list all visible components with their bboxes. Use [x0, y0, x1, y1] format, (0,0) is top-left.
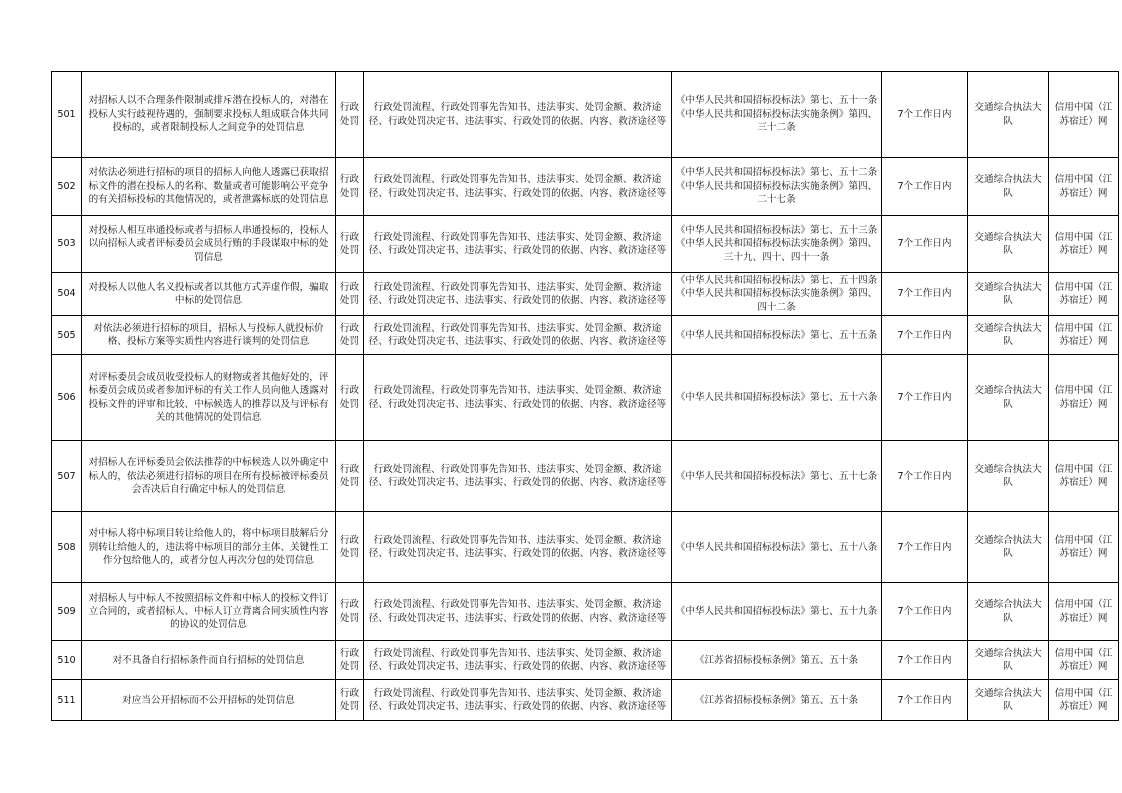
item-type: 行政处罚	[336, 680, 364, 721]
row-number: 504	[52, 273, 82, 316]
row-number: 501	[52, 72, 82, 158]
table-row	[52, 680, 1119, 721]
disclosure-content: 行政处罚流程、行政处罚事先告知书、违法事实、处罚金额、救济途径、行政处罚决定书、违法事实、行政处罚的依据、内容、救济途径等	[364, 441, 672, 512]
row-number: 511	[52, 680, 82, 721]
disclosure-channel: 信用中国（江苏宿迁）网	[1049, 273, 1119, 316]
table-row	[52, 158, 1119, 216]
row-number: 505	[52, 316, 82, 355]
responsible-dept: 交通综合执法大队	[968, 583, 1049, 641]
disclosure-channel: 信用中国（江苏宿迁）网	[1049, 512, 1119, 583]
disclosure-channel: 信用中国（江苏宿迁）网	[1049, 680, 1119, 721]
item-type: 行政处罚	[336, 316, 364, 355]
table-row	[52, 641, 1119, 680]
row-number: 503	[52, 216, 82, 273]
disclosure-content: 行政处罚流程、行政处罚事先告知书、违法事实、处罚金额、救济途径、行政处罚决定书、违法事实、行政处罚的依据、内容、救济途径等	[364, 641, 672, 680]
responsible-dept: 交通综合执法大队	[968, 680, 1049, 721]
item-type: 行政处罚	[336, 583, 364, 641]
legal-basis: 《中华人民共和国招标投标法》第七、五十七条	[672, 441, 882, 512]
item-type: 行政处罚	[336, 355, 364, 441]
item-name: 对应当公开招标而不公开招标的处罚信息	[82, 680, 336, 721]
disclosure-time: 7个工作日内	[882, 72, 968, 158]
disclosure-channel: 信用中国（江苏宿迁）网	[1049, 216, 1119, 273]
table-row	[52, 273, 1119, 316]
disclosure-time: 7个工作日内	[882, 441, 968, 512]
item-type: 行政处罚	[336, 273, 364, 316]
legal-basis: 《中华人民共和国招标投标法》第七、五十八条	[672, 512, 882, 583]
table-body	[52, 72, 1119, 721]
item-type: 行政处罚	[336, 158, 364, 216]
table-row	[52, 316, 1119, 355]
item-name: 对招标人在评标委员会依法推荐的中标候选人以外确定中标人的，依法必须进行招标的项目在所有投标被评标委员会否决后自行确定中标人的处罚信息	[82, 441, 336, 512]
responsible-dept: 交通综合执法大队	[968, 641, 1049, 680]
disclosure-content: 行政处罚流程、行政处罚事先告知书、违法事实、处罚金额、救济途径、行政处罚决定书、违法事实、行政处罚的依据、内容、救济途径等	[364, 512, 672, 583]
legal-basis: 《中华人民共和国招标投标法》第七、五十一条《中华人民共和国招标投标法实施条例》第四、三十二条	[672, 72, 882, 158]
row-number: 502	[52, 158, 82, 216]
disclosure-content: 行政处罚流程、行政处罚事先告知书、违法事实、处罚金额、救济途径、行政处罚决定书、违法事实、行政处罚的依据、内容、救济途径等	[364, 72, 672, 158]
legal-basis: 《中华人民共和国招标投标法》第七、五十五条	[672, 316, 882, 355]
disclosure-content: 行政处罚流程、行政处罚事先告知书、违法事实、处罚金额、救济途径、行政处罚决定书、违法事实、行政处罚的依据、内容、救济途径等	[364, 316, 672, 355]
item-name: 对评标委员会成员收受投标人的财物或者其他好处的，评标委员会成员或者参加评标的有关工作人员向他人透露对投标文件的评审和比较、中标候选人的推荐以及与评标有关的其他情况的处罚信息	[82, 355, 336, 441]
row-number: 508	[52, 512, 82, 583]
responsible-dept: 交通综合执法大队	[968, 216, 1049, 273]
disclosure-time: 7个工作日内	[882, 355, 968, 441]
disclosure-time: 7个工作日内	[882, 216, 968, 273]
disclosure-content: 行政处罚流程、行政处罚事先告知书、违法事实、处罚金额、救济途径、行政处罚决定书、违法事实、行政处罚的依据、内容、救济途径等	[364, 680, 672, 721]
item-type: 行政处罚	[336, 512, 364, 583]
disclosure-content: 行政处罚流程、行政处罚事先告知书、违法事实、处罚金额、救济途径、行政处罚决定书、违法事实、行政处罚的依据、内容、救济途径等	[364, 355, 672, 441]
legal-basis: 《江苏省招标投标条例》第五、五十条	[672, 641, 882, 680]
row-number: 510	[52, 641, 82, 680]
row-number: 507	[52, 441, 82, 512]
disclosure-content: 行政处罚流程、行政处罚事先告知书、违法事实、处罚金额、救济途径、行政处罚决定书、违法事实、行政处罚的依据、内容、救济途径等	[364, 158, 672, 216]
disclosure-time: 7个工作日内	[882, 158, 968, 216]
disclosure-table	[51, 71, 1119, 721]
item-name: 对招标人与中标人不按照招标文件和中标人的投标文件订立合同的，或者招标人、中标人订立背离合同实质性内容的协议的处罚信息	[82, 583, 336, 641]
table-row	[52, 355, 1119, 441]
disclosure-time: 7个工作日内	[882, 316, 968, 355]
responsible-dept: 交通综合执法大队	[968, 512, 1049, 583]
disclosure-channel: 信用中国（江苏宿迁）网	[1049, 316, 1119, 355]
responsible-dept: 交通综合执法大队	[968, 355, 1049, 441]
disclosure-channel: 信用中国（江苏宿迁）网	[1049, 158, 1119, 216]
disclosure-channel: 信用中国（江苏宿迁）网	[1049, 583, 1119, 641]
item-name: 对依法必须进行招标的项目，招标人与投标人就投标价格、投标方案等实质性内容进行谈判的处罚信息	[82, 316, 336, 355]
legal-basis: 《江苏省招标投标条例》第五、五十条	[672, 680, 882, 721]
responsible-dept: 交通综合执法大队	[968, 441, 1049, 512]
legal-basis: 《中华人民共和国招标投标法》第七、五十三条《中华人民共和国招标投标法实施条例》第四、三十九、四十、四十一条	[672, 216, 882, 273]
row-number: 506	[52, 355, 82, 441]
table-row	[52, 72, 1119, 158]
disclosure-content: 行政处罚流程、行政处罚事先告知书、违法事实、处罚金额、救济途径、行政处罚决定书、违法事实、行政处罚的依据、内容、救济途径等	[364, 273, 672, 316]
item-type: 行政处罚	[336, 441, 364, 512]
disclosure-content: 行政处罚流程、行政处罚事先告知书、违法事实、处罚金额、救济途径、行政处罚决定书、违法事实、行政处罚的依据、内容、救济途径等	[364, 216, 672, 273]
disclosure-channel: 信用中国（江苏宿迁）网	[1049, 441, 1119, 512]
responsible-dept: 交通综合执法大队	[968, 273, 1049, 316]
item-name: 对投标人以他人名义投标或者以其他方式弄虚作假，骗取中标的处罚信息	[82, 273, 336, 316]
item-type: 行政处罚	[336, 641, 364, 680]
legal-basis: 《中华人民共和国招标投标法》第七、五十六条	[672, 355, 882, 441]
disclosure-channel: 信用中国（江苏宿迁）网	[1049, 72, 1119, 158]
row-number: 509	[52, 583, 82, 641]
item-name: 对依法必须进行招标的项目的招标人向他人透露已获取招标文件的潜在投标人的名称、数量或者可能影响公平竞争的有关招标投标的其他情况的，或者泄露标底的处罚信息	[82, 158, 336, 216]
item-type: 行政处罚	[336, 72, 364, 158]
legal-basis: 《中华人民共和国招标投标法》第七、五十二条《中华人民共和国招标投标法实施条例》第四、二十七条	[672, 158, 882, 216]
disclosure-time: 7个工作日内	[882, 273, 968, 316]
table-row	[52, 512, 1119, 583]
table-row	[52, 583, 1119, 641]
disclosure-channel: 信用中国（江苏宿迁）网	[1049, 355, 1119, 441]
disclosure-time: 7个工作日内	[882, 641, 968, 680]
disclosure-time: 7个工作日内	[882, 680, 968, 721]
table-row	[52, 216, 1119, 273]
item-name: 对投标人相互串通投标或者与招标人串通投标的，投标人以向招标人或者评标委员会成员行贿的手段谋取中标的处罚信息	[82, 216, 336, 273]
legal-basis: 《中华人民共和国招标投标法》第七、五十四条《中华人民共和国招标投标法实施条例》第四、四十二条	[672, 273, 882, 316]
item-name: 对招标人以不合理条件限制或排斥潜在投标人的，对潜在投标人实行歧视待遇的，强制要求投标人组成联合体共同投标的，或者限制投标人之间竞争的处罚信息	[82, 72, 336, 158]
responsible-dept: 交通综合执法大队	[968, 158, 1049, 216]
responsible-dept: 交通综合执法大队	[968, 72, 1049, 158]
responsible-dept: 交通综合执法大队	[968, 316, 1049, 355]
item-type: 行政处罚	[336, 216, 364, 273]
table-row	[52, 441, 1119, 512]
disclosure-time: 7个工作日内	[882, 512, 968, 583]
item-name: 对不具备自行招标条件而自行招标的处罚信息	[82, 641, 336, 680]
disclosure-time: 7个工作日内	[882, 583, 968, 641]
legal-basis: 《中华人民共和国招标投标法》第七、五十九条	[672, 583, 882, 641]
disclosure-channel: 信用中国（江苏宿迁）网	[1049, 641, 1119, 680]
disclosure-content: 行政处罚流程、行政处罚事先告知书、违法事实、处罚金额、救济途径、行政处罚决定书、违法事实、行政处罚的依据、内容、救济途径等	[364, 583, 672, 641]
item-name: 对中标人将中标项目转让给他人的，将中标项目肢解后分别转让给他人的，违法将中标项目的部分主体、关键性工作分包给他人的，或者分包人再次分包的处罚信息	[82, 512, 336, 583]
